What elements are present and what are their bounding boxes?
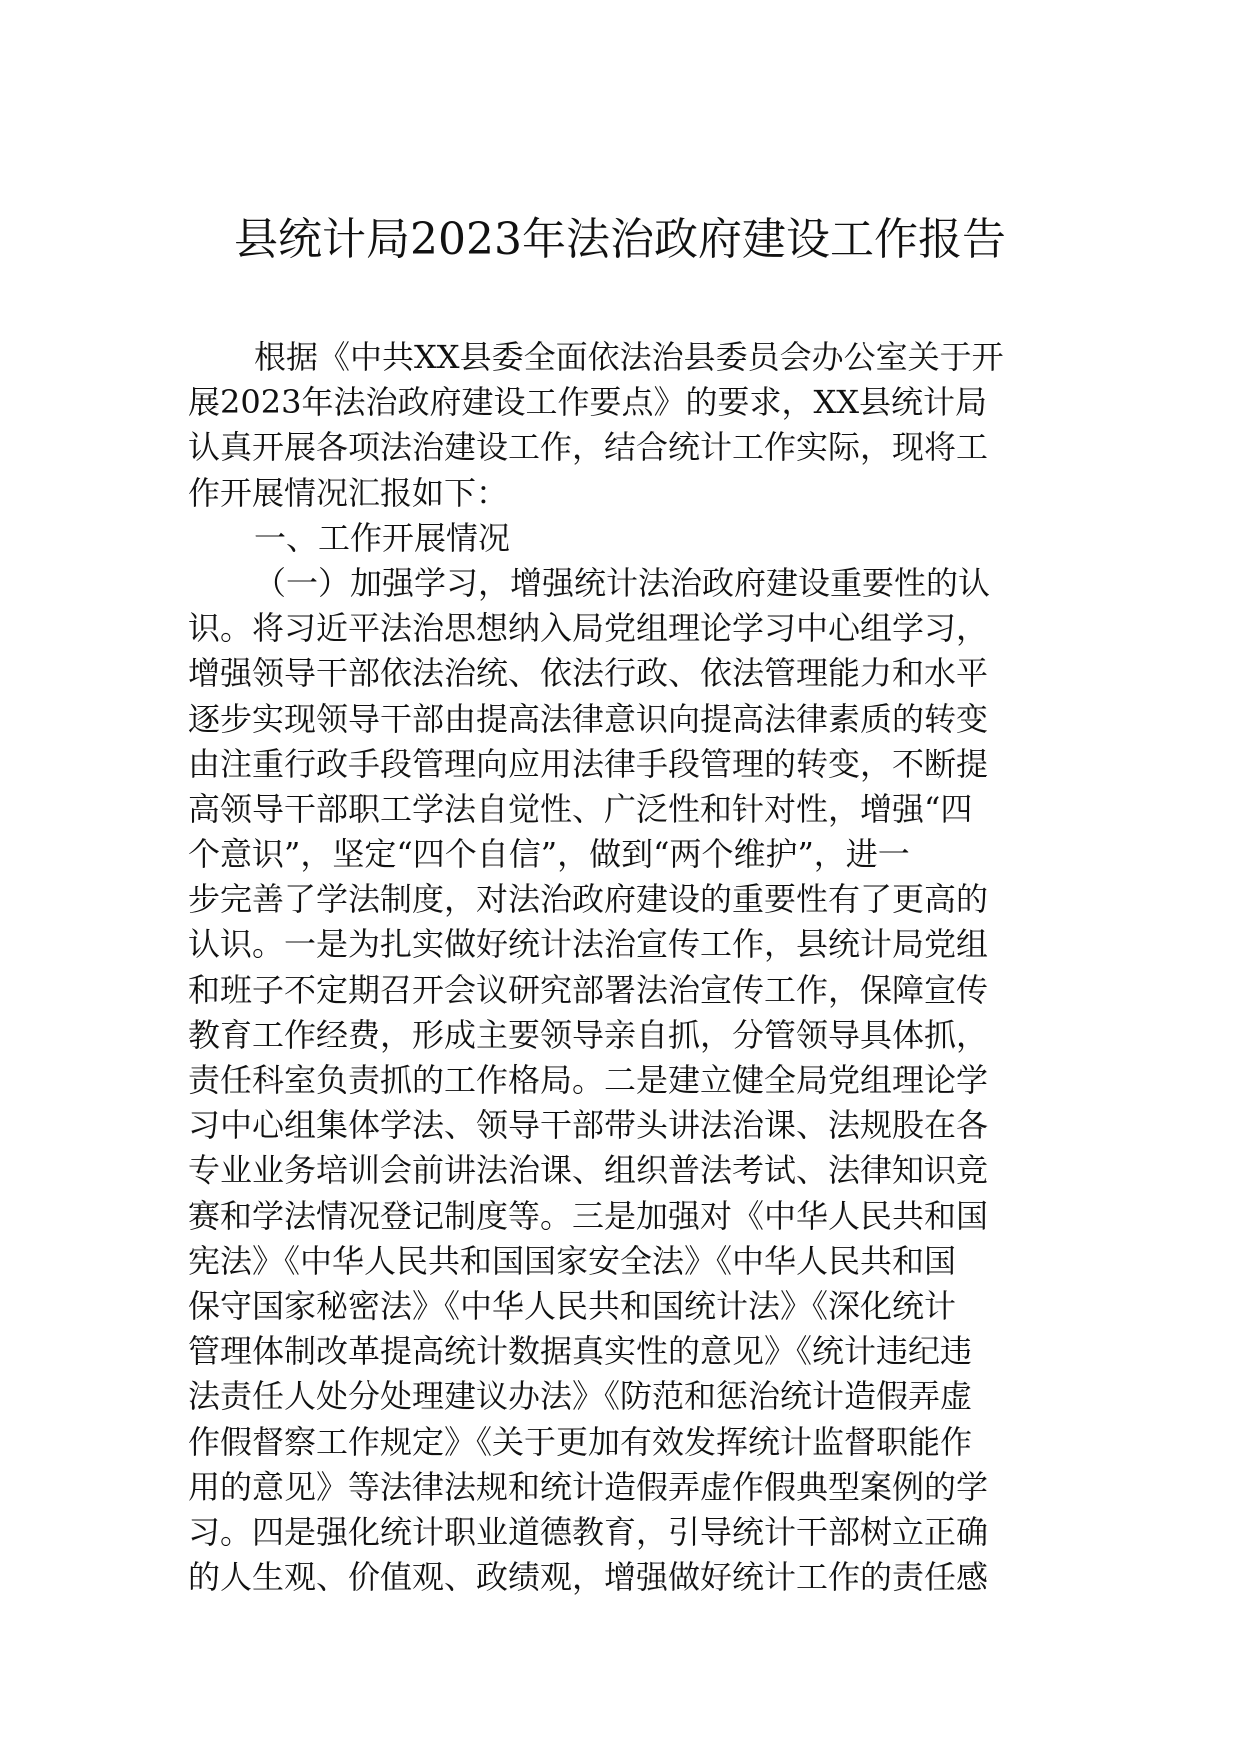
text-line: 高领导干部职工学法自觉性、广泛性和针对性，增强“四 — [188, 789, 973, 828]
text-line: 一、工作开展情况 — [254, 518, 511, 557]
text-line: 认真开展各项法治建设工作，结合统计工作实际，现将工 — [188, 428, 989, 467]
text-line: （一）加强学习，增强统计法治政府建设重要性的认 — [254, 563, 991, 602]
text-line: 专业业务培训会前讲法治课、组织普法考试、法律知识竞 — [188, 1151, 989, 1190]
text-line: 用的意见》等法律法规和统计造假弄虚作假典型案例的学 — [188, 1467, 989, 1506]
text-line: 根据《中共XX县委全面依法治县委员会办公室关于开 — [254, 338, 1004, 376]
text-line: 步完善了学法制度，对法治政府建设的重要性有了更高的 — [188, 880, 989, 919]
text-line: 管理体制改革提高统计数据真实性的意见》《统计违纪违 — [188, 1332, 973, 1371]
text-line: 保守国家秘密法》《中华人民共和国统计法》《深化统计 — [188, 1286, 957, 1325]
text-line: 法责任人处分处理建议办法》《防范和惩治统计造假弄虚 — [188, 1377, 973, 1416]
text-line: 展2023年法治政府建设工作要点》的要求，XX县统计局 — [188, 383, 988, 422]
text-line: 责任科室负责抓的工作格局。二是建立健全局党组理论学 — [188, 1061, 989, 1099]
text-line: 由注重行政手段管理向应用法律手段管理的转变，不断提 — [188, 744, 989, 783]
document-body — [188, 335, 1058, 1600]
text-line: 习中心组集体学法、领导干部带头讲法治课、法规股在各 — [188, 1106, 989, 1145]
text-line: 增强领导干部依法治统、依法行政、依法管理能力和水平 — [188, 654, 989, 693]
text-line: 的人生观、价值观、政绩观，增强做好统计工作的责任感 — [188, 1558, 989, 1597]
document-title: 县统计局2023年法治政府建设工作报告 — [234, 214, 1006, 265]
text-line: 赛和学法情况登记制度等。三是加强对《中华人民共和国 — [188, 1196, 989, 1235]
text-line: 作开展情况汇报如下： — [188, 473, 509, 512]
text-line: 教育工作经费，形成主要领导亲自抓，分管领导具体抓， — [188, 1015, 989, 1054]
text-line: 宪法》《中华人民共和国国家安全法》《中华人民共和国 — [188, 1241, 957, 1280]
text-line: 逐步实现领导干部由提高法律意识向提高法律素质的转变 — [188, 699, 989, 738]
text-line: 识。将习近平法治思想纳入局党组理论学习中心组学习， — [188, 609, 989, 648]
text-line: 认识。一是为扎实做好统计法治宣传工作，县统计局党组 — [188, 925, 989, 964]
text-line: 和班子不定期召开会议研究部署法治宣传工作，保障宣传 — [188, 970, 989, 1009]
text-line: 作假督察工作规定》《关于更加有效发挥统计监督职能作 — [188, 1422, 973, 1461]
text-line: 习。四是强化统计职业道德教育，引导统计干部树立正确 — [188, 1512, 989, 1551]
text-line: 个意识”，坚定“四个自信”，做到“两个维护”，进一 — [188, 835, 910, 874]
